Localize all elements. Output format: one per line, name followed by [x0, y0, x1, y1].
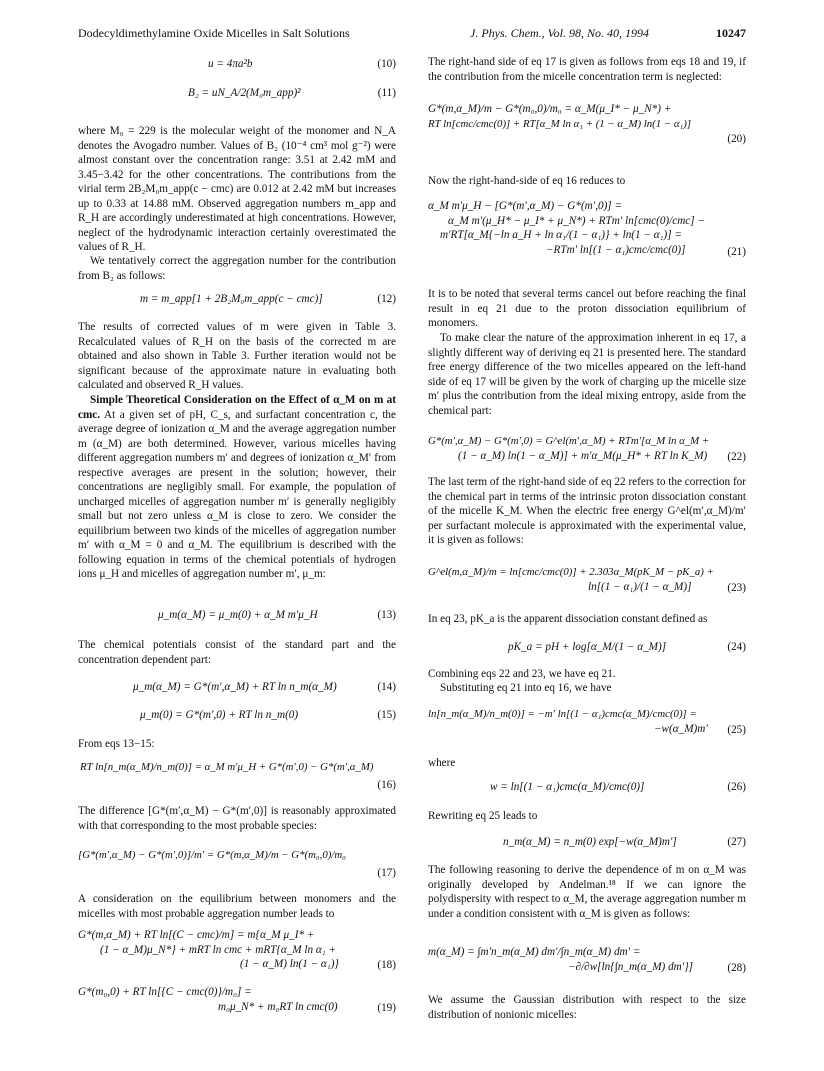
equation-26: w = ln[(1 − α₁)cmc(α_M)/cmc(0)] (26): [490, 781, 746, 793]
paragraph: A consideration on the equilibrium between monomers and the micelles with most probable aggregation number leads to: [78, 893, 396, 920]
paragraph: Substituting eq 21 into eq 16, we have: [440, 682, 612, 694]
paragraph: where M₀ = 229 is the molecular weight of the monomer and N_A denotes the Avogadro number. Values of B₂ (10⁻⁴ cm³ mol g⁻²) were almost constant over the concentration range: 3.51 at 2.42 mM and 3.45−3.42 for the other concentrations. The contributions from the virial term 2B₂M₀m_app(c − cmc) are 0.012 at 2.42 mM but increases up to 0.33 at 14.88 mM. Observed aggregation numbers m_app and R_H are accordingly underestimated at high concentrations. However, neglect of the hydrodynamic interaction certainly overestimated the values of R_H.: [78, 125, 396, 253]
equation-23: G^el(m,α_M)/m = ln[cmc/cmc(0)] + 2.303α_M(pK_M − pK_a) + ln[(1 − α₁)/(1 − α_M)] (23): [428, 566, 746, 594]
running-title: Dodecyldimethylamine Oxide Micelles in Salt Solutions: [78, 26, 350, 40]
paragraph: The following reasoning to derive the dependence of m on α_M was originally developed by Andelman.¹⁸ If we can ignore the polydispersity with respect to α_M, the average aggregation number m under a condition consistent with α_M is given as follows:: [428, 864, 746, 920]
equation-10: u = 4πa²b (10): [208, 58, 396, 70]
equation-22: G*(m′,α_M) − G*(m′,0) = G^el(m′,α_M) + RTm′[α_M ln α_M + (1 − α_M) ln(1 − α_M)] + m′α_M(μ_H* + RT ln K_M) (22): [428, 435, 746, 463]
paragraph: We assume the Gaussian distribution with respect to the size distribution of nonionic micelles:: [428, 994, 746, 1021]
paragraph: Now the right-hand-side of eq 16 reduces to: [428, 175, 626, 187]
paragraph: It is to be noted that several terms cancel out before reaching the final result in eq 21 due to the proton dissociation equilibrium of monomers.: [428, 288, 746, 329]
paragraph: We tentatively correct the aggregation number for the contribution from B₂ as follows:: [78, 255, 396, 282]
paragraph: The last term of the right-hand side of eq 22 refers to the correction for the chemical part in terms of the intrinsic proton dissociation constant of the micelle K_M. When the electric free energy G^el(m′,α_M)/m′ per surfactant molecule is approximated with the experimental value, it is given as follows:: [428, 476, 746, 546]
page-number: 10247: [716, 26, 746, 40]
equation-24: pK_a = pH + log[α_M/(1 − α_M)] (24): [508, 641, 746, 653]
paragraph: The right-hand side of eq 17 is given as follows from eqs 18 and 19, if the contribution from the micelle concentration term is neglected:: [428, 56, 746, 83]
equation-14: μ_m(α_M) = G*(m′,α_M) + RT ln n_m(α_M) (14): [133, 681, 396, 693]
equation-11: B₂ = uN_A/2(M₀m_app)² (11): [188, 87, 396, 99]
equation-28: m(α_M) = ∫m′n_m(α_M) dm′/∫n_m(α_M) dm′ = −∂/∂w[ln{∫n_m(α_M) dm′}] (28): [428, 946, 746, 974]
paragraph: The results of corrected values of m were given in Table 3. Recalculated values of R_H on the basis of the corrected m are obtained and also shown in Table 3. Further iteration would not be significant because of the approximate nature in evaluating both calculated and observed R_H values.: [78, 321, 396, 391]
equation-25: ln[n_m(α_M)/n_m(0)] = −m′ ln[(1 − α₁)cmc(α_M)/cmc(0)] = −w(α_M)m′ (25): [428, 708, 746, 736]
equation-21: α_M m′μ_H − [G*(m′,α_M) − G*(m′,0)] = α_M m′(μ_H* − μ_I* + μ_N*) + RTm′ ln[cmc(0)/cmc] − m′RT[α_M{−ln a_H + ln α₁/(1 − α₁)} + ln(1 − α₁)] = −RTm′ ln[(1 − α₁)cmc/cmc(0)] (21): [428, 200, 746, 258]
equation-17: [G*(m′,α_M) − G*(m′,0)]/m′ = G*(m,α_M)/m − G*(m₀,0)/m₀ (17): [78, 849, 396, 879]
paragraph: Rewriting eq 25 leads to: [428, 810, 538, 822]
section-paragraph: Simple Theoretical Consideration on the Effect of α_M on m at cmc. At a given set of pH, C_s, and surfactant concentration c, the average degree of ionization α_M and the average aggregation number m (α_M) are both determined. However, various micelles having different aggregation numbers m′ and degrees of ionization α_M′ from respective averages are present in the solution; however, their concentrations are negligibly small. For example, the population of uncharged micelles of aggregation number m′ is generally negligibly small but not zero unless α_M is close to zero. We consider the equilibrium between two kinds of the micelles of aggregation number m′ with α_M = 0 and α_M. The equilibrium is described with the following equation in terms of the chemical potentials of hydrogen ions μ_H and micelles of aggregation number m′, μ_m:: [78, 394, 396, 580]
equation-16: RT ln[n_m(α_M)/n_m(0)] = α_M m′μ_H + G*(m′,0) − G*(m′,α_M) (16): [80, 761, 396, 791]
paragraph: where: [428, 757, 456, 769]
paragraph: From eqs 13−15:: [78, 738, 155, 750]
equation-19: G*(m₀,0) + RT ln[{C − cmc(0)}/m₀] = m₀μ_N* + m₀RT ln cmc(0) (19): [78, 986, 396, 1014]
equation-18: G*(m,α_M) + RT ln[(C − cmc)/m] = m{α_M μ_I* + (1 − α_M)μ_N*} + mRT ln cmc + mRT{α_M ln α₁ + (1 − α_M) ln(1 − α₁)} (18): [78, 929, 396, 971]
equation-15: μ_m(0) = G*(m′,0) + RT ln n_m(0) (15): [140, 709, 396, 721]
paragraph: The chemical potentials consist of the standard part and the concentration dependent part:: [78, 639, 396, 666]
paragraph: The difference [G*(m′,α_M) − G*(m′,0)] is reasonably approximated with that corresponding to the most probable species:: [78, 805, 396, 832]
paragraph: In eq 23, pK_a is the apparent dissociation constant defined as: [428, 613, 708, 625]
paragraph: To make clear the nature of the approximation inherent in eq 17, a slightly different way of deriving eq 21 is presented here. The standard free energy difference of the two micelles appeared on the left-hand side of eq 17 will be given by the work of charging up the micelle size m′ plus the contribution from the ideal mixing entropy, aside from the chemical part:: [428, 332, 746, 417]
equation-13: μ_m(α_M) = μ_m(0) + α_M m′μ_H (13): [158, 609, 396, 621]
equation-27: n_m(α_M) = n_m(0) exp[−w(α_M)m′] (27): [503, 836, 746, 848]
equation-20: G*(m,α_M)/m − G*(m₀,0)/m₀ = α_M(μ_I* − μ_N*) + RT ln[cmc/cmc(0)] + RT[α_M ln α₁ + (1 − α_M) ln(1 − α₁)] (20): [428, 103, 746, 145]
paragraph: Combining eqs 22 and 23, we have eq 21.: [428, 668, 616, 680]
equation-12: m = m_app[1 + 2B₂M₀m_app(c − cmc)] (12): [140, 293, 396, 305]
journal-citation: J. Phys. Chem., Vol. 98, No. 40, 1994: [470, 26, 649, 40]
section-heading: Simple Theoretical Consideration on the Effect of α_M on m at cmc.: [78, 394, 396, 421]
